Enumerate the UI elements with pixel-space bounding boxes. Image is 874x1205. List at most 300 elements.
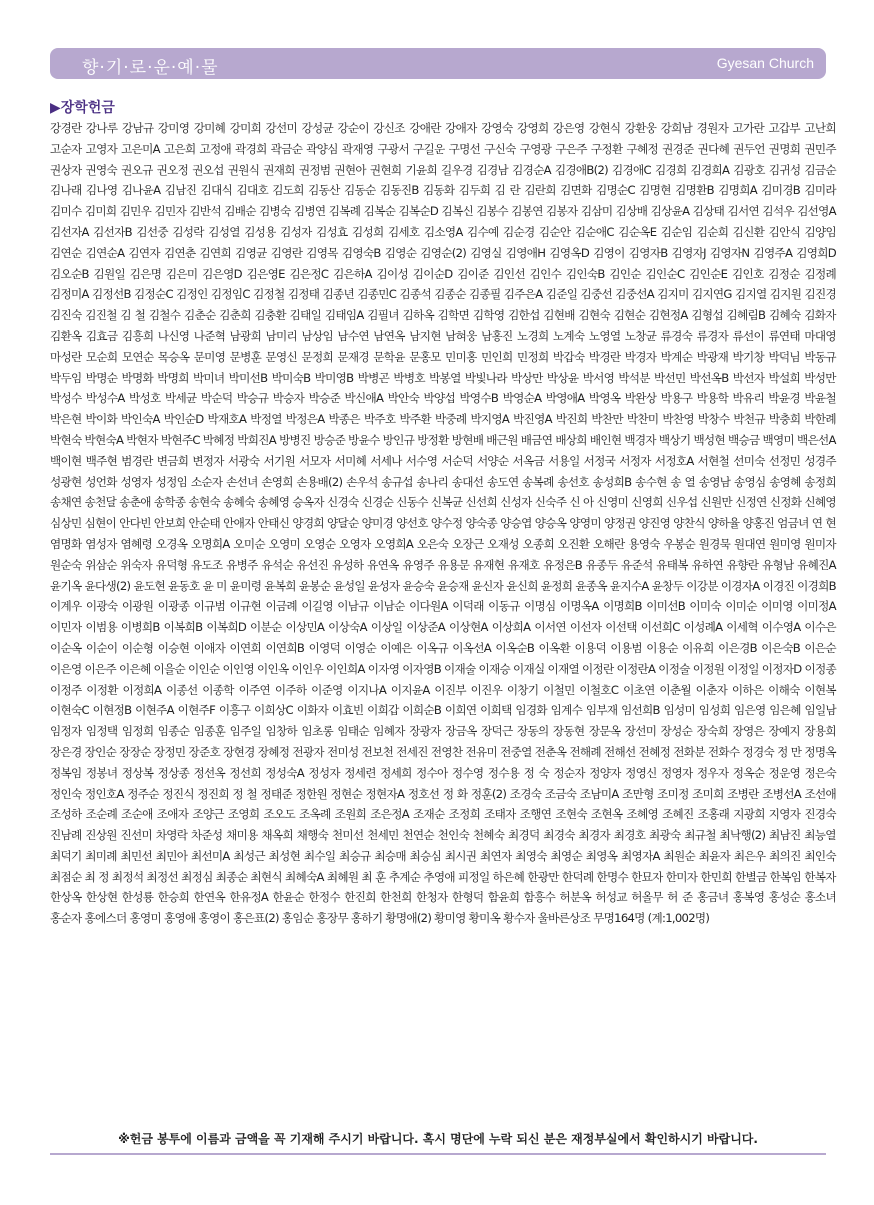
donor-name: 김면화 <box>560 183 592 198</box>
donor-name: 윤종옥 <box>575 578 607 593</box>
donor-name: 성영자 <box>120 474 152 489</box>
donor-name: 이옥규 <box>416 640 448 655</box>
donor-name: 김지연G <box>691 287 732 302</box>
donor-name: 정상종 <box>157 765 190 780</box>
donor-name: 김은미 <box>165 266 198 281</box>
donor-name: 김나윤A <box>121 183 161 198</box>
donor-name: 이철민 <box>543 682 575 697</box>
donor-name: 이용순 <box>646 640 678 655</box>
donor-name: 허성교 <box>595 890 627 905</box>
donor-name: 최 훈 <box>361 869 386 884</box>
donor-name: 엄금녀 <box>777 516 809 531</box>
donor-name: 차영락 <box>155 828 188 843</box>
donor-name: 임창하 <box>265 724 298 739</box>
donor-name: 최승심 <box>409 848 442 863</box>
donor-name: 김오순B <box>50 266 89 281</box>
donor-name: 장광자 <box>409 724 441 739</box>
donor-name: 한형덕 <box>451 890 484 905</box>
donor-name: 조정희 <box>448 807 481 822</box>
donor-name: 송 열 <box>670 474 696 489</box>
donor-name: 백성현 <box>693 432 725 447</box>
donor-name: 김나래 <box>50 183 82 198</box>
donor-name: 정세희 <box>380 765 412 780</box>
donor-name: 홍소녀 <box>804 890 836 905</box>
donor-name: 김순옥E <box>618 224 657 239</box>
donor-name: 남연옥 <box>373 328 405 343</box>
donor-name: 임성미 <box>663 703 696 718</box>
donor-name: 송도연 <box>486 474 519 489</box>
donor-name: 김인순 <box>609 266 641 281</box>
donor-name: 이현정B <box>92 703 132 718</box>
donor-name: 박성만 <box>804 370 836 385</box>
donor-name: 전혜정 <box>638 744 671 759</box>
donor-name: 이춘자 <box>695 682 728 697</box>
donor-name: 장금옥 <box>445 724 477 739</box>
donor-name: 박진희 <box>555 412 588 427</box>
donor-name: 박미선B <box>228 370 268 385</box>
donor-name: 김지열 <box>734 287 767 302</box>
donor-name: 김 철 <box>120 308 146 323</box>
donor-name: 송혜영 <box>257 495 290 510</box>
donor-name: 민인희 <box>481 349 513 364</box>
donor-name: 변정자 <box>192 453 224 468</box>
donor-name: 유성하 <box>331 557 364 572</box>
donor-name: 신동수 <box>396 495 428 510</box>
donor-name: 이자영B <box>402 661 441 676</box>
donor-name: 이희순B <box>402 703 442 718</box>
donor-name: 김경남 <box>476 162 509 177</box>
donor-name: 양승엽 <box>500 516 532 531</box>
donor-name: 권두언 <box>733 141 765 156</box>
page-header-bar <box>50 48 826 79</box>
donor-name: 김정선B <box>91 287 131 302</box>
donor-name: 고난희 <box>804 121 836 135</box>
donor-name: 손영희 <box>261 474 293 489</box>
donor-name: 이은숙B <box>761 640 801 655</box>
donor-name: 임계수 <box>550 703 583 718</box>
donor-name: 김영희D <box>796 245 837 260</box>
donor-name: 최덕기 <box>50 848 82 863</box>
donor-name: 박명화 <box>121 370 153 385</box>
donor-name: 신정화 <box>769 495 802 510</box>
donor-name: 최규철 <box>684 828 716 843</box>
donor-name: 신원만 <box>700 495 732 510</box>
donor-name: 김연순 <box>50 245 82 260</box>
donor-name: 임태순 <box>337 724 369 739</box>
donor-name: 손선녀 <box>226 474 258 489</box>
donor-name: 박갑숙 <box>552 349 585 364</box>
donor-name: 변금희 <box>156 453 189 468</box>
donor-name: 양진영 <box>638 516 671 531</box>
donor-name: 홍순자 <box>50 911 82 926</box>
donor-name: 문미영 <box>193 349 226 364</box>
donor-name: 하은혜 <box>492 869 525 884</box>
donor-name: 백주현 <box>85 453 118 468</box>
donor-name: 이선자 <box>569 620 602 635</box>
donor-name: 강애자 <box>445 121 477 135</box>
donor-name: 한연옥 <box>193 890 225 905</box>
donor-name: 김철수 <box>148 308 181 323</box>
donor-name: 박명순 <box>85 370 118 385</box>
donor-name: 김명희A <box>718 183 757 198</box>
donor-name: 김혜림B <box>726 308 766 323</box>
donor-name: 김동산 <box>308 183 340 198</box>
donor-name: 채옥희 <box>261 828 293 843</box>
donor-name: 전미성 <box>327 744 359 759</box>
donor-name: 장동현 <box>552 724 585 739</box>
donor-name: 김진숙 <box>50 308 82 323</box>
donor-name: 이연희 <box>229 640 262 655</box>
donor-name: 이초연 <box>623 682 655 697</box>
donor-name: 박두임 <box>50 370 82 385</box>
donor-name: 서옥금 <box>512 453 545 468</box>
donor-name: 고순자 <box>50 141 82 156</box>
donor-name: 김배순 <box>224 204 256 219</box>
donor-name: 김은영D <box>202 266 242 281</box>
donor-name: 김지미 <box>657 287 689 302</box>
donor-name: 유도조 <box>190 557 223 572</box>
donor-name: 강순이 <box>337 121 369 135</box>
donor-name: 박경자 <box>624 349 657 364</box>
donor-name: 민미홍 <box>445 349 477 364</box>
donor-name: 최경자 <box>578 828 611 843</box>
donor-name: 이철호C <box>579 682 619 697</box>
donor-name: 박선자 <box>732 370 765 385</box>
donor-name: 최남진 <box>769 828 801 843</box>
donor-name: 윤신자 <box>471 578 504 593</box>
donor-name: 정은숙 <box>804 765 836 780</box>
donor-name: 조선애 <box>804 786 836 801</box>
donor-name: 최경숙 <box>543 828 575 843</box>
donor-name: 남지현 <box>409 328 441 343</box>
donor-name: 조태자 <box>484 807 516 822</box>
donor-name: 최영옥 <box>585 848 618 863</box>
donor-name: 성정임 <box>155 474 188 489</box>
donor-name: 박현주C <box>160 432 200 447</box>
donor-name: 김정순C <box>134 287 173 302</box>
donor-name: 김봉수 <box>476 204 508 219</box>
donor-name: 이상준A <box>406 620 446 635</box>
donor-name: 서기원 <box>263 453 295 468</box>
donor-name: 김나영 <box>85 183 118 198</box>
donor-name: 최성근 <box>233 848 265 863</box>
donor-name: 김태임A <box>324 308 364 323</box>
donor-name: 박영옥 <box>588 391 621 406</box>
donor-name: 오영순 <box>303 536 336 551</box>
donor-name: 이재술 <box>444 661 476 676</box>
donor-name: 김영이 <box>593 245 625 260</box>
donor-name: 최영순 <box>550 848 583 863</box>
donor-name: 양달순 <box>327 516 359 531</box>
donor-name: 이정원 <box>692 661 725 676</box>
donor-name: 장선미 <box>624 724 657 739</box>
donor-name: 이상숙A <box>328 620 367 635</box>
donor-name: 홍금녀 <box>696 890 729 905</box>
donor-name: 조옥례 <box>299 807 331 822</box>
donor-name: 김한섭 <box>508 308 540 323</box>
donor-name: 조만형 <box>622 786 654 801</box>
donor-name: 정우자 <box>696 765 729 780</box>
donor-name: 임종훈 <box>193 724 226 739</box>
donor-name: 한상현 <box>85 890 118 905</box>
donor-name: 남미리 <box>265 328 298 343</box>
donor-name: 최승매 <box>374 848 406 863</box>
donor-name: 이용덕 <box>574 640 606 655</box>
donor-name: 윤성일 <box>333 578 365 593</box>
donor-name: 김정미A <box>50 287 89 302</box>
donor-name: 이명옥A <box>559 599 599 614</box>
donor-name: 박지영A <box>470 412 510 427</box>
donor-name: 조오도 <box>263 807 295 822</box>
donor-name: 홍장무 <box>316 911 348 926</box>
donor-name: 서모자 <box>299 453 331 468</box>
donor-name: 장문옥 <box>588 724 621 739</box>
donor-name: 유병주 <box>226 557 258 572</box>
donor-name: 김형섭 <box>691 308 723 323</box>
donor-name: 김복순D <box>398 204 439 219</box>
donor-name: 박기창 <box>732 349 765 364</box>
donor-name: 김학면 <box>437 308 470 323</box>
donor-name: 서양순 <box>476 453 509 468</box>
donor-name: 김정인 <box>176 287 208 302</box>
donor-name: 고은희 <box>163 141 196 156</box>
donor-name: 김인순C <box>645 266 685 281</box>
donor-name: 김이준 <box>457 266 489 281</box>
donor-name: 구명선 <box>448 141 481 156</box>
donor-name: 연 현 <box>811 516 836 531</box>
donor-name: 김반석 <box>189 204 221 219</box>
donor-name: 이상현A <box>449 620 488 635</box>
donor-name: 문재경 <box>337 349 369 364</box>
donor-name: 박상만 <box>511 370 543 385</box>
donor-name: 박현자 <box>126 432 158 447</box>
donor-name: 전화분 <box>673 744 705 759</box>
donor-name: 박윤경 <box>768 391 800 406</box>
donor-name: 이주하 <box>274 682 307 697</box>
donor-name: 박병곤 <box>357 370 390 385</box>
donor-name: 민정희 <box>516 349 549 364</box>
donor-name: 최능열 <box>804 828 836 843</box>
donor-name: 조현숙 <box>555 807 587 822</box>
donor-name: 선정민 <box>768 453 801 468</box>
donor-name: 손우석 <box>346 474 378 489</box>
donor-name: 이동규 <box>488 599 520 614</box>
donor-name: 김정태 <box>287 287 320 302</box>
donor-name: 정진식 <box>162 786 194 801</box>
donor-name: 홍영이 <box>198 911 230 926</box>
donor-name: 이상희A <box>491 620 531 635</box>
donor-name: 한승희 <box>157 890 190 905</box>
donor-name: 오장근 <box>452 536 484 551</box>
donor-name: 이춘월 <box>659 682 691 697</box>
donor-name: 박서영 <box>582 370 615 385</box>
donor-name: 김현순 <box>613 308 646 323</box>
donor-name: 정인숙 <box>50 786 82 801</box>
donor-name: 김귀성 <box>768 162 801 177</box>
donor-name: 이범용 <box>85 620 117 635</box>
donor-name: 박인숙A <box>121 412 160 427</box>
donor-name: 남상임 <box>301 328 333 343</box>
donor-name: 이미선B <box>646 599 685 614</box>
donor-name: 울바른상조 <box>537 911 591 926</box>
donor-name: 장준호 <box>188 744 220 759</box>
donor-name: 구영광 <box>519 141 552 156</box>
donor-name: 천연순 <box>402 828 434 843</box>
donor-name: 조애자 <box>156 807 189 822</box>
donor-name: 심현이 <box>84 516 117 531</box>
donor-name: 김성락 <box>172 224 204 239</box>
donor-name: 구혜정 <box>626 141 658 156</box>
donor-name: 박성수 <box>50 391 82 406</box>
donor-name: 김순경 <box>502 224 535 239</box>
donor-name: 박유리 <box>732 391 765 406</box>
donor-name: 박찬만 <box>591 412 623 427</box>
donor-name: 권현아 <box>334 162 366 177</box>
donor-name: 최민아 <box>155 848 188 863</box>
donor-name: 김영숙B <box>341 245 381 260</box>
donor-name: 정 화 <box>442 786 468 801</box>
donor-name: 박승준 <box>308 391 341 406</box>
donor-name: 서수영 <box>405 453 438 468</box>
donor-name: 김복순 <box>363 204 396 219</box>
donor-name: 신영희 <box>631 495 663 510</box>
donor-name: 유석순 <box>261 557 293 572</box>
donor-name: 정순자 <box>553 765 585 780</box>
donor-name: 마성란 <box>50 349 82 364</box>
donor-name: 정인호A <box>85 786 124 801</box>
donor-name: 이종학 <box>202 682 234 697</box>
donor-name: 한윤순 <box>272 890 304 905</box>
donor-name: 목승옥 <box>157 349 190 364</box>
donor-name: 이인순 <box>188 661 220 676</box>
donor-name: 안순태 <box>188 516 220 531</box>
donor-name: 송선호 <box>557 474 589 489</box>
donor-name: 김진경 <box>804 287 836 302</box>
donor-name: 이세혁 <box>726 620 758 635</box>
donor-name: 이정일 <box>727 661 759 676</box>
donor-name: 이미순 <box>725 599 757 614</box>
donor-name: 최정선 <box>146 869 178 884</box>
donor-name: 이복희B <box>163 620 203 635</box>
donor-name: 함흥수 <box>523 890 556 905</box>
donor-name: 이미정A <box>797 599 836 614</box>
donor-name: 김안식 <box>768 224 801 239</box>
donor-name: 배인현 <box>589 432 622 447</box>
donor-name: 권원식 <box>227 162 260 177</box>
donor-name: 이재실 <box>513 661 545 676</box>
donor-name: 이종선 <box>166 682 198 697</box>
donor-name: 한성룡 <box>121 890 154 905</box>
donor-name: 원순숙 <box>50 557 82 572</box>
donor-name: 정진희 <box>197 786 229 801</box>
donor-name: 김원일 <box>93 266 125 281</box>
donor-name: 유준석 <box>621 557 653 572</box>
donor-name: 이은경B <box>718 640 757 655</box>
donor-name: 남혀웅 <box>445 328 477 343</box>
donor-name: 이명희B <box>603 599 642 614</box>
donor-name: 이희연 <box>444 703 477 718</box>
donor-name: 김금순 <box>804 162 836 177</box>
donor-name: 한묘자 <box>631 869 663 884</box>
donor-name: 이수은 <box>804 620 836 635</box>
donor-name: 박찬영 <box>662 412 694 427</box>
donor-name: 이선희C <box>640 620 680 635</box>
donor-name: 송복례 <box>522 474 554 489</box>
donor-name: 유종두 <box>585 557 618 572</box>
donor-name: 이재열 <box>547 661 579 676</box>
donor-name: 이규범 <box>193 599 226 614</box>
donor-name: 한상옥 <box>50 890 82 905</box>
church-name: Gyesan Church <box>716 55 814 71</box>
donor-name: 구정환 <box>590 141 623 156</box>
donor-name: 허올무 <box>631 890 663 905</box>
donor-name: 전유미 <box>465 744 497 759</box>
donor-name: 한미자 <box>665 869 698 884</box>
donor-name: 백승금 <box>727 432 760 447</box>
donor-name: 나신영 <box>157 328 190 343</box>
donor-name: 장덕근 <box>481 724 513 739</box>
donor-name: 정성숙A <box>265 765 304 780</box>
donor-name: 정현순 <box>330 786 363 801</box>
header-title: 향·기·로·운·예·물 <box>82 58 219 78</box>
donor-name: 박충희 <box>768 412 801 427</box>
donor-name: 김정례 <box>804 266 836 281</box>
donor-name: 박인순D <box>163 412 204 427</box>
donor-name: 장예지 <box>768 724 800 739</box>
donor-name: 송영심 <box>733 474 766 489</box>
donor-name: 이정술 <box>658 661 690 676</box>
donor-name: 김성용 <box>244 224 276 239</box>
donor-name: 천혜숙 <box>472 828 505 843</box>
donor-name: 이진우 <box>470 682 503 697</box>
donor-name: 문정희 <box>301 349 333 364</box>
donor-name: 이은주 <box>84 661 116 676</box>
donor-name: 차준성 <box>190 828 223 843</box>
donor-name: 양숙종 <box>465 516 497 531</box>
donor-name: 고가란 <box>732 121 765 135</box>
donor-name: 김환옥 <box>50 328 82 343</box>
donor-name: 최현식 <box>250 869 282 884</box>
donor-name: 김화자 <box>804 308 836 323</box>
donor-name: 한별금 <box>734 869 767 884</box>
donor-name: 안보희 <box>153 516 186 531</box>
donor-name: 이상민A <box>285 620 325 635</box>
donor-name: 유태복 <box>656 557 688 572</box>
donor-name: 장은경 <box>50 744 82 759</box>
donor-name: 안애자 <box>223 516 255 531</box>
donor-name: 신숙주 <box>534 495 567 510</box>
donor-name: 박영순A <box>502 391 542 406</box>
donor-name: 이흥구 <box>218 703 251 718</box>
donor-name: 정세련 <box>344 765 376 780</box>
donor-name: 윤정희 <box>540 578 573 593</box>
donor-name: 이인영 <box>222 661 254 676</box>
donor-name: 최미례 <box>85 848 117 863</box>
donor-name: 최윤자 <box>698 848 731 863</box>
donor-name: 유용문 <box>437 557 470 572</box>
donor-name: 윤동호 <box>168 578 200 593</box>
donor-name: 강미희 <box>229 121 262 135</box>
donor-name: 김태일 <box>289 308 322 323</box>
donor-name: 구광서 <box>377 141 409 156</box>
donor-name: 권다혜 <box>697 141 730 156</box>
donor-name: 김학영 <box>472 308 505 323</box>
donor-name: 임일남 <box>804 703 836 718</box>
donor-name: 송나리 <box>416 474 449 489</box>
donor-name: 이하은 <box>731 682 764 697</box>
donor-name: 서광숙 <box>227 453 260 468</box>
donor-name: 윤다생(2) <box>84 578 131 593</box>
